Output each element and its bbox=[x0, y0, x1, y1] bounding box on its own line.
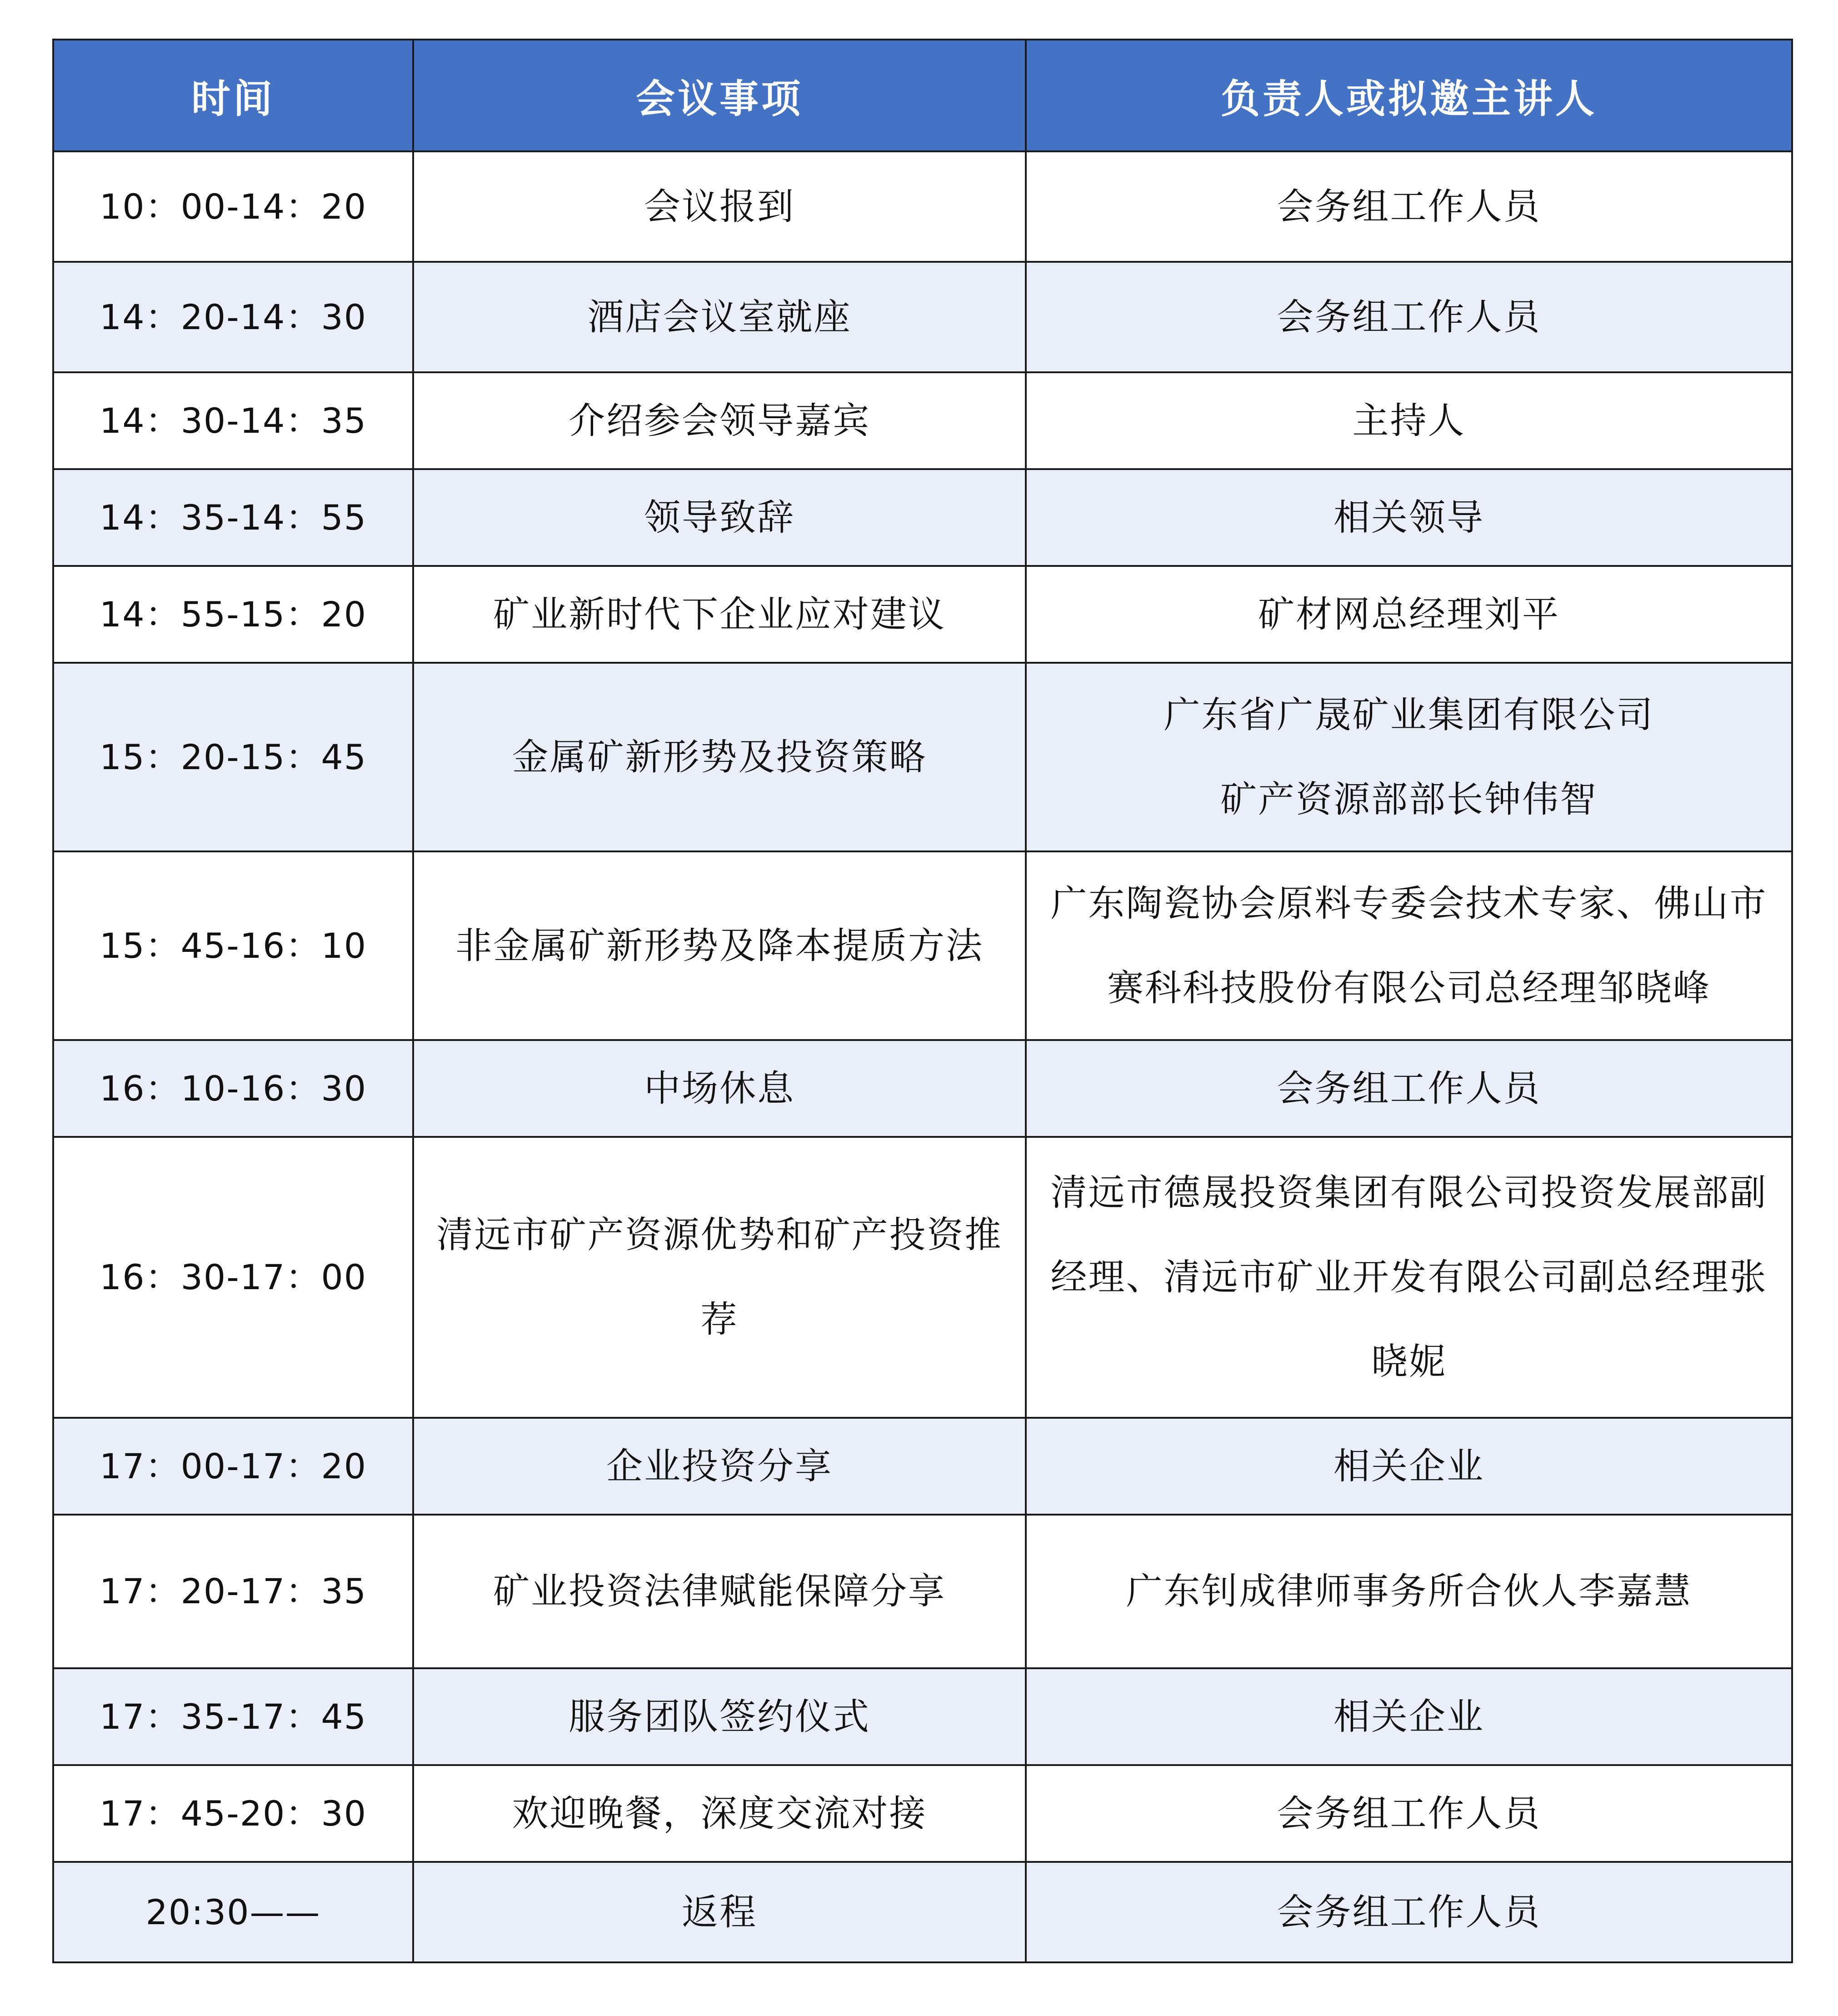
time-cell: 10：00-14：20 bbox=[53, 151, 413, 262]
speaker-cell: 会务组工作人员 bbox=[1026, 1862, 1792, 1962]
speaker-cell: 会务组工作人员 bbox=[1026, 262, 1792, 372]
item-cell: 矿业投资法律赋能保障分享 bbox=[413, 1515, 1026, 1668]
time-cell: 14：30-14：35 bbox=[53, 372, 413, 469]
speaker-cell: 主持人 bbox=[1026, 372, 1792, 469]
time-cell: 15：20-15：45 bbox=[53, 663, 413, 851]
header-row bbox=[53, 40, 1792, 151]
time-cell: 17：20-17：35 bbox=[53, 1515, 413, 1668]
table-row bbox=[53, 1668, 1792, 1765]
table-row bbox=[53, 1765, 1792, 1862]
table-row bbox=[53, 469, 1792, 566]
time-cell: 17：00-17：20 bbox=[53, 1418, 413, 1515]
table-row bbox=[53, 851, 1792, 1040]
time-cell: 14：55-15：20 bbox=[53, 566, 413, 663]
speaker-cell: 会务组工作人员 bbox=[1026, 151, 1792, 262]
item-cell: 酒店会议室就座 bbox=[413, 262, 1026, 372]
item-cell: 领导致辞 bbox=[413, 469, 1026, 566]
header-time: 时间 bbox=[53, 40, 413, 151]
speaker-cell: 会务组工作人员 bbox=[1026, 1040, 1792, 1137]
table-body bbox=[53, 151, 1792, 1962]
speaker-line: 广东省广晟矿业集团有限公司 bbox=[1164, 693, 1654, 736]
speaker-line: 赛科科技股份有限公司总经理邹晓峰 bbox=[1107, 966, 1711, 1009]
table-row bbox=[53, 1040, 1792, 1137]
speaker-line: 经理、清远市矿业开发有限公司副总经理张 bbox=[1050, 1256, 1768, 1298]
speaker-cell bbox=[1026, 663, 1792, 851]
speaker-line: 清远市德晟投资集团有限公司投资发展部副 bbox=[1050, 1171, 1768, 1214]
item-cell: 会议报到 bbox=[413, 151, 1026, 262]
time-cell: 16：10-16：30 bbox=[53, 1040, 413, 1137]
speaker-line: 广东陶瓷协会原料专委会技术专家、佛山市 bbox=[1050, 882, 1768, 925]
item-cell: 矿业新时代下企业应对建议 bbox=[413, 566, 1026, 663]
speaker-cell: 广东钊成律师事务所合伙人李嘉慧 bbox=[1026, 1515, 1792, 1668]
table-row bbox=[53, 372, 1792, 469]
item-cell bbox=[413, 1137, 1026, 1418]
speaker-line: 晓妮 bbox=[1371, 1341, 1447, 1383]
time-cell: 16：30-17：00 bbox=[53, 1137, 413, 1418]
item-cell: 返程 bbox=[413, 1862, 1026, 1962]
speaker-cell: 相关企业 bbox=[1026, 1668, 1792, 1765]
speaker-cell: 矿材网总经理刘平 bbox=[1026, 566, 1792, 663]
table-row bbox=[53, 151, 1792, 262]
table-row bbox=[53, 566, 1792, 663]
time-cell: 17：45-20：30 bbox=[53, 1765, 413, 1862]
item-line: 荐 bbox=[700, 1298, 739, 1341]
table-row bbox=[53, 262, 1792, 372]
time-cell: 15：45-16：10 bbox=[53, 851, 413, 1040]
speaker-line: 矿产资源部部长钟伟智 bbox=[1220, 778, 1598, 820]
item-cell: 服务团队签约仪式 bbox=[413, 1668, 1026, 1765]
time-cell: 14：20-14：30 bbox=[53, 262, 413, 372]
table-row bbox=[53, 1418, 1792, 1515]
item-cell: 金属矿新形势及投资策略 bbox=[413, 663, 1026, 851]
speaker-cell: 相关领导 bbox=[1026, 469, 1792, 566]
item-cell: 欢迎晚餐，深度交流对接 bbox=[413, 1765, 1026, 1862]
time-cell: 17：35-17：45 bbox=[53, 1668, 413, 1765]
header-item: 会议事项 bbox=[413, 40, 1026, 151]
time-cell: 20:30—— bbox=[53, 1862, 413, 1962]
item-line: 清远市矿产资源优势和矿产投资推 bbox=[436, 1214, 1003, 1256]
item-cell: 介绍参会领导嘉宾 bbox=[413, 372, 1026, 469]
time-cell: 14：35-14：55 bbox=[53, 469, 413, 566]
speaker-cell bbox=[1026, 851, 1792, 1040]
agenda-table bbox=[52, 39, 1793, 1963]
item-cell: 非金属矿新形势及降本提质方法 bbox=[413, 851, 1026, 1040]
table-row bbox=[53, 1137, 1792, 1418]
speaker-cell bbox=[1026, 1137, 1792, 1418]
item-cell: 企业投资分享 bbox=[413, 1418, 1026, 1515]
table-row bbox=[53, 1515, 1792, 1668]
table-header bbox=[53, 40, 1792, 151]
item-cell: 中场休息 bbox=[413, 1040, 1026, 1137]
speaker-cell: 会务组工作人员 bbox=[1026, 1765, 1792, 1862]
table-row bbox=[53, 1862, 1792, 1962]
speaker-cell: 相关企业 bbox=[1026, 1418, 1792, 1515]
header-speaker: 负责人或拟邀主讲人 bbox=[1026, 40, 1792, 151]
table-row bbox=[53, 663, 1792, 851]
